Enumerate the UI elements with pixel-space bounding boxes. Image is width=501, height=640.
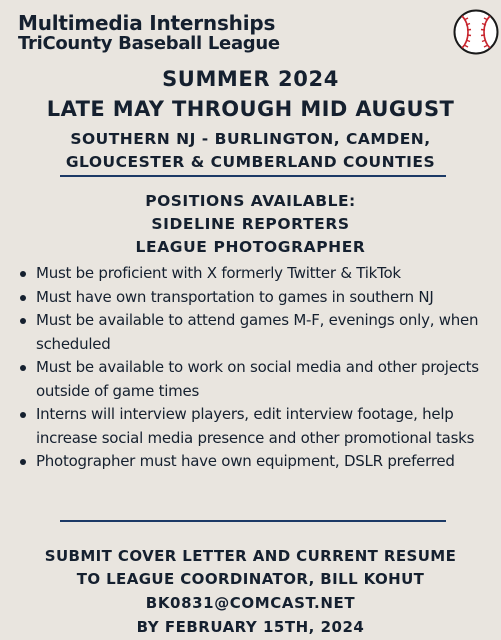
requirement-item: Must be available to work on social media and other projects outside of game times xyxy=(18,356,498,403)
application-deadline: BY FEBRUARY 15TH, 2024 xyxy=(136,618,365,636)
divider xyxy=(60,175,446,177)
baseball-icon xyxy=(452,8,500,56)
requirement-item: Must be available to attend games M-F, evenings only, when scheduled xyxy=(18,309,498,356)
position-league-photographer: LEAGUE PHOTOGRAPHER xyxy=(135,238,366,256)
region-line-2: GLOUCESTER & CUMBERLAND COUNTIES xyxy=(65,153,436,171)
requirement-item: Interns will interview players, edit interview footage, help increase social media presence and other promotional tasks xyxy=(18,403,498,450)
requirement-item: Photographer must have own equipment, DSLR preferred xyxy=(18,450,498,474)
region-line-1: SOUTHERN NJ - BURLINGTON, CAMDEN, xyxy=(70,130,431,148)
contact-email: BK0831@COMCAST.NET xyxy=(145,594,356,612)
flyer-subtitle: TriCounty Baseball League xyxy=(18,33,280,54)
positions-heading: POSITIONS AVAILABLE: xyxy=(145,192,356,210)
submit-instructions-line-1: SUBMIT COVER LETTER AND CURRENT RESUME xyxy=(44,547,457,565)
flyer-title: Multimedia Internships xyxy=(18,11,276,35)
requirements-list xyxy=(18,262,498,474)
submit-instructions-line-2: TO LEAGUE COORDINATOR, BILL KOHUT xyxy=(76,570,425,588)
requirement-item: Must have own transportation to games in southern NJ xyxy=(18,286,498,310)
requirement-item: Must be proficient with X formerly Twitter & TikTok xyxy=(18,262,498,286)
position-sideline-reporters: SIDELINE REPORTERS xyxy=(151,215,350,233)
divider xyxy=(60,520,446,522)
dates-heading: LATE MAY THROUGH MID AUGUST xyxy=(46,97,455,121)
flyer-header xyxy=(18,12,438,54)
season-heading: SUMMER 2024 xyxy=(162,67,339,91)
